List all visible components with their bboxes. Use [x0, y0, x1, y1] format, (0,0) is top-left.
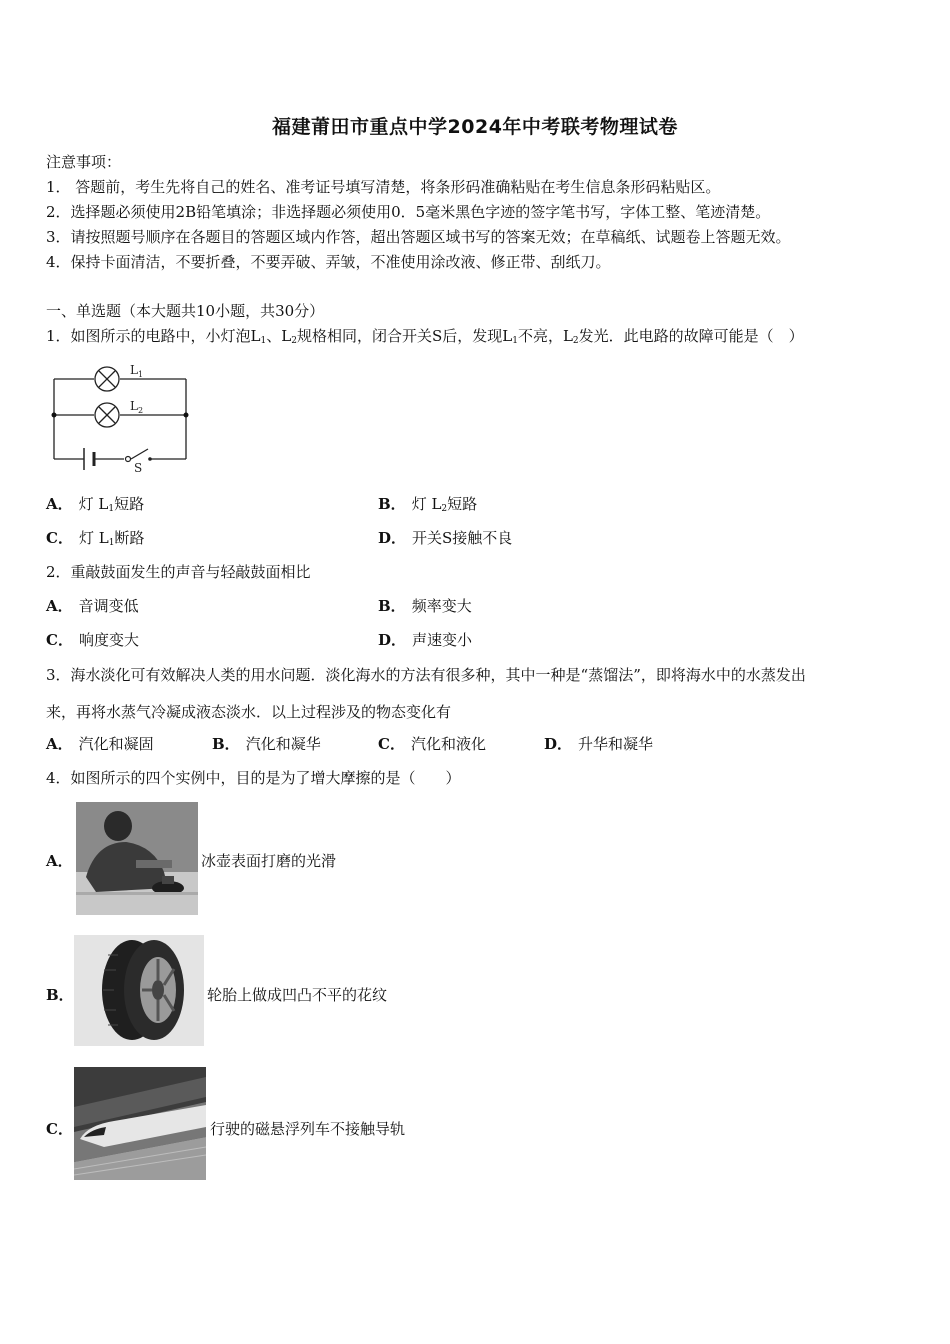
- notice-item-3: 3．请按照题号顺序在各题目的答题区域内作答，超出答题区域书写的答案无效；在草稿纸、试题卷上答题无效。: [46, 228, 791, 246]
- q1-option-d: D． 开关S接触不良: [378, 529, 513, 547]
- junction-right: [184, 413, 189, 418]
- label-l2: L: [130, 399, 138, 413]
- notice-item-2: 2．选择题必须使用2B铅笔填涂；非选择题必须使用0．5毫米黑色字迹的签字笔书写，字体工整、笔迹清楚。: [46, 203, 771, 221]
- q3-option-c: C． 汽化和液化: [378, 735, 486, 753]
- tire-photo: [74, 935, 204, 1046]
- page-title: 福建莆田市重点中学2024年中考联考物理试卷: [272, 116, 678, 138]
- junction-left: [52, 413, 57, 418]
- circuit-diagram: [44, 356, 194, 474]
- battery-icon: [84, 448, 94, 470]
- q4-option-a-text: 冰壶表面打磨的光滑: [201, 852, 337, 870]
- label-l2-sub: 2: [137, 406, 144, 415]
- lamp-l1-icon: [95, 367, 119, 391]
- q4-option-a-label: A．: [46, 852, 73, 870]
- question-1-stem: 1．如图所示的电路中，小灯泡$L_1$、$L_2$规格相同，闭合开关S后，发现$L_1$不亮，$L_2$发光．此电路的故障可能是（ ）: [46, 327, 804, 346]
- maglev-train-photo: [74, 1067, 206, 1180]
- q4-option-c-text: 行驶的磁悬浮列车不接触导轨: [210, 1120, 406, 1138]
- question-3-stem-line2: 来，再将水蒸气冷凝成液态淡水．以上过程涉及的物态变化有: [46, 703, 452, 721]
- q4-option-b-label: B．: [46, 986, 74, 1004]
- label-l1: L: [130, 363, 138, 377]
- question-2-stem: 2．重敲鼓面发生的声音与轻敲鼓面相比: [46, 563, 311, 581]
- q3-option-b: B． 汽化和凝华: [212, 735, 321, 753]
- q2-option-c: C． 响度变大: [46, 631, 139, 649]
- q4-option-b-text: 轮胎上做成凹凸不平的花纹: [207, 986, 388, 1004]
- notice-item-4: 4．保持卡面清洁，不要折叠，不要弄破、弄皱，不准使用涂改液、修正带、刮纸刀。: [46, 253, 611, 271]
- q4-option-c-label: C．: [46, 1120, 73, 1138]
- curling-photo: [76, 802, 198, 915]
- notice-heading: 注意事项：: [46, 153, 122, 171]
- q3-option-d: D． 升华和凝华: [544, 735, 654, 753]
- question-4-stem: 4．如图所示的四个实例中，目的是为了增大摩擦的是（ ）: [46, 769, 461, 787]
- q1-option-a: A． 灯 $L_1$短路: [46, 495, 145, 514]
- q1-option-c: C． 灯 $L_1$断路: [46, 529, 145, 548]
- svg-text:L2: [130, 399, 143, 415]
- label-switch: S: [134, 461, 143, 474]
- svg-text:L1: [130, 363, 143, 379]
- q2-option-d: D． 声速变小: [378, 631, 473, 649]
- lamp-l2-icon: [95, 403, 119, 427]
- q2-option-b: B． 频率变大: [378, 597, 472, 615]
- notice-item-1: 1． 答题前，考生先将自己的姓名、准考证号填写清楚，将条形码准确粘贴在考生信息条形码粘贴区。: [46, 178, 721, 196]
- label-l1-sub: 1: [137, 370, 144, 379]
- q3-option-a: A． 汽化和凝固: [46, 735, 154, 753]
- q2-option-a: A． 音调变低: [46, 597, 139, 615]
- q1-option-b: B． 灯 $L_2$短路: [378, 495, 478, 514]
- question-3-stem-line1: 3．海水淡化可有效解决人类的用水问题．淡化海水的方法有很多种，其中一种是“蒸馏法”，即将海水中的水蒸发出: [46, 666, 806, 684]
- section-heading: 一、单选题（本大题共10小题，共30分）: [46, 302, 325, 320]
